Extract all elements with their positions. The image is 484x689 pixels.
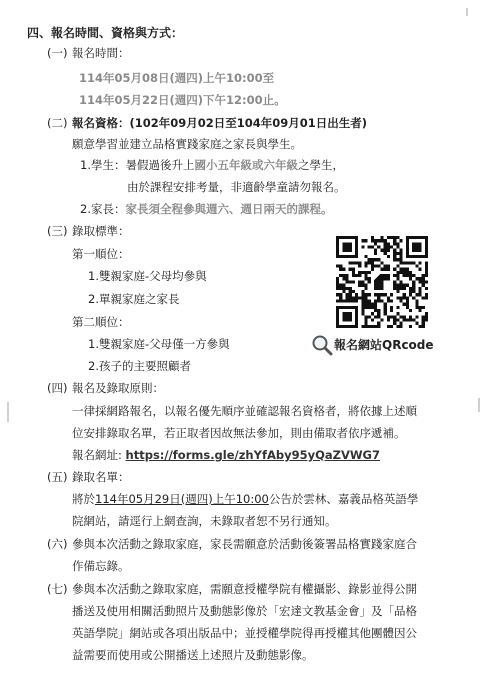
- sec7-marker: (七): [47, 582, 68, 596]
- sec5-para-line2: 院網站，請逕行上網查詢，未錄取者恕不另行通知。: [72, 514, 337, 528]
- sec6-para-line2: 作備忘錄。: [72, 559, 130, 573]
- first-priority-item-1: 1.雙親家庭-父母均參與: [88, 269, 207, 283]
- first-priority-label: 第一順位：: [72, 247, 130, 261]
- sec4-para-line2: 位安排錄取名單，若正取者因故無法參加，則由備取者依序遞補。: [72, 426, 406, 440]
- second-priority-item-1: 1.雙親家庭-父母僅一方參與: [88, 337, 230, 351]
- sec2-title: 報名資格：(102年09月02日至104年09月01日出生者): [72, 116, 368, 130]
- sec4-para-line1: 一律採網路報名，以報名優先順序並確認報名資格者，將依據上述順: [72, 404, 417, 418]
- sec7-para-line4: 益需要而使用或公開播送上述照片及動態影像。: [72, 648, 314, 662]
- sec5-pre: 將於: [72, 492, 95, 506]
- sec1-line1: 114年05月08日(週四)上午10:00至: [79, 71, 275, 85]
- sec7-para-line1: 參與本次活動之錄取家庭，需願意授權學院有權攝影、錄影並得公開: [72, 582, 417, 596]
- sec2-marker: (二): [47, 116, 68, 130]
- sec3-marker: (三): [47, 224, 68, 238]
- section-heading: 四、報名時間、資格與方式：: [27, 26, 184, 40]
- qr-code-label: 報名網站QRcode: [334, 338, 434, 352]
- sec4-title: 報名及錄取原則：: [72, 381, 164, 395]
- announcement-date: 114年05月29日(週四)上午10:00: [95, 492, 269, 506]
- sec5-post: 公告於雲林、嘉義品格英語學: [268, 492, 419, 506]
- registration-url-row: [72, 447, 380, 463]
- sec2-item1-highlight: 國小五年級或六年級: [194, 158, 298, 172]
- scan-mark-top-right: [466, 8, 468, 16]
- registration-qr-code[interactable]: [336, 236, 428, 328]
- scan-mark-right: [478, 398, 480, 412]
- sec1-title: 報名時間：: [72, 46, 130, 60]
- sec2-item2: [80, 201, 332, 217]
- sec2-intro: 願意學習並建立品格實踐家庭之家長與學生。: [72, 137, 302, 151]
- first-priority-item-2: 2.單親家庭之家長: [88, 292, 180, 306]
- sec6-marker: (六): [47, 537, 68, 551]
- second-priority-item-2: 2.孩子的主要照顧者: [88, 359, 191, 373]
- sec1-marker: (一): [47, 46, 68, 60]
- sec5-para-line1: [72, 491, 418, 507]
- sec6-para-line1: 參與本次活動之錄取家庭，家長需願意於活動後簽署品格實踐家庭合: [72, 537, 417, 551]
- sec2-item1-post: 之學生，: [297, 158, 344, 172]
- url-label: 報名網址:: [72, 448, 126, 462]
- second-priority-label: 第二順位：: [72, 315, 130, 329]
- registration-url-link[interactable]: https://forms.gle/zhYfAby95yQaZVWG7: [125, 448, 380, 462]
- sec2-item2-label: 2.家長：: [80, 202, 126, 216]
- magnifier-icon: [311, 334, 333, 356]
- sec4-marker: (四): [47, 381, 68, 395]
- sec7-para-line2: 播送及使用相關活動照片及動態影像於「宏達文教基金會」及「品格: [72, 604, 417, 618]
- sec2-item1-line2: 由於課程安排考量，非適齡學童請勿報名。: [127, 180, 346, 194]
- sec5-title: 錄取名單：: [72, 470, 130, 484]
- sec2-item1-label: 1.學生：: [80, 158, 126, 172]
- sec7-para-line3: 英語學院」網站或各項出版品中；並授權學院得再授權其他團體因公: [72, 626, 417, 640]
- sec1-line2: 114年05月22日(週四)下午12:00止。: [79, 93, 286, 107]
- sec3-title: 錄取標準：: [72, 224, 130, 238]
- sec2-item2-text: 家長須全程參與週六、週日兩天的課程。: [125, 202, 333, 216]
- sec2-item1: [80, 157, 344, 173]
- sec2-item1-pre: 暑假過後升上: [125, 158, 195, 172]
- sec5-marker: (五): [47, 470, 68, 484]
- scan-mark-left: [7, 402, 9, 422]
